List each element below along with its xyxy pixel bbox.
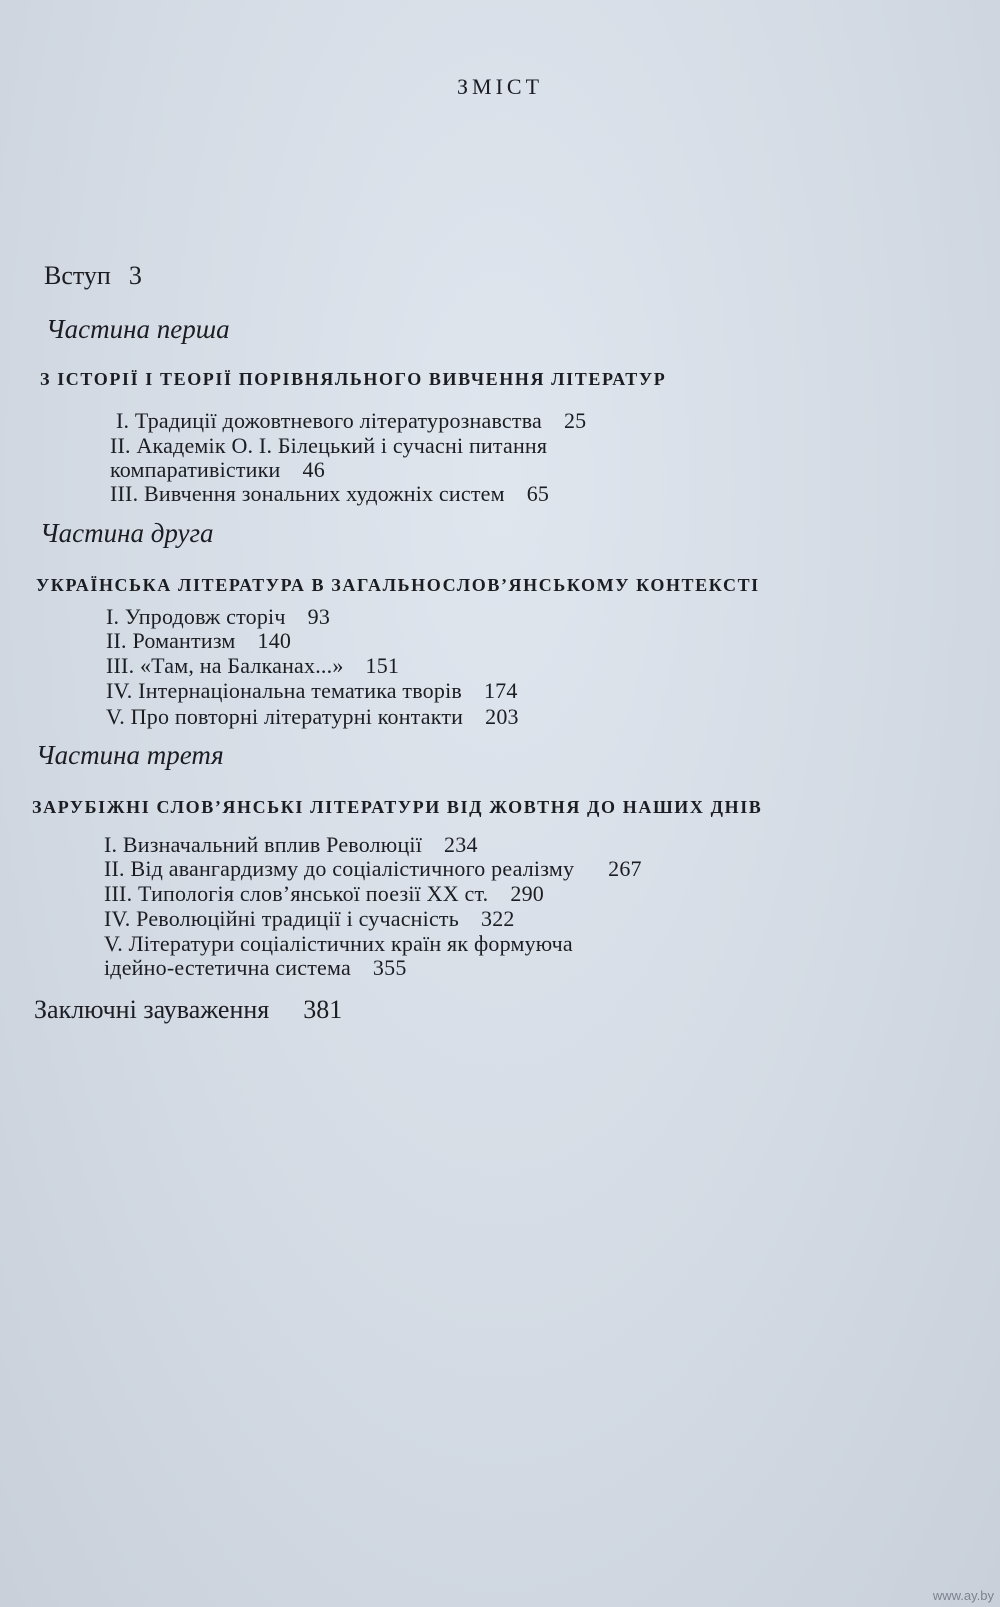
toc-entry	[110, 459, 325, 481]
toc-entry	[104, 834, 478, 856]
toc-entry-title: ідейно-естетична система	[104, 955, 351, 980]
toc-conclusion-page: 381	[303, 995, 343, 1024]
toc-entry-page: 151	[365, 653, 400, 678]
toc-intro-label: Вступ	[44, 261, 111, 290]
toc-entry-page: 46	[302, 457, 325, 482]
part-2-label: Частина друга	[40, 518, 214, 548]
toc-entry-title: І. Традиції дожовтневого літературознавства	[116, 408, 542, 433]
toc-conclusion	[34, 997, 342, 1023]
toc-entry-title: V. Про повторні літературні контакти	[106, 704, 464, 729]
toc-entry	[106, 680, 518, 702]
toc-entry	[104, 957, 407, 979]
toc-entry-title: II. Романтизм	[106, 628, 236, 653]
toc-entry-page: 140	[257, 628, 292, 653]
toc-entry-page: 322	[481, 906, 515, 931]
toc-entry	[104, 908, 515, 930]
toc-conclusion-label: Заключні зауваження	[34, 995, 270, 1024]
toc-intro-page: 3	[128, 261, 142, 290]
toc-entry-title: III. «Там, на Балканах...»	[106, 653, 344, 678]
toc-entry-page: 203	[485, 704, 519, 729]
toc-intro	[44, 263, 142, 289]
toc-entry-title: II. Академік О. І. Білецький і сучасні питання	[110, 433, 548, 458]
watermark: www.ay.by	[932, 1588, 994, 1603]
toc-entry-page: 267	[608, 856, 642, 881]
toc-entry-title: IV. Революційні традиції і сучасність	[104, 906, 459, 931]
toc-entry	[104, 858, 642, 880]
toc-entry-page: 174	[483, 678, 518, 703]
part-1-label: Частина перша	[46, 314, 230, 344]
toc-entry	[106, 655, 399, 677]
page-title: ЗМІСТ	[456, 74, 544, 99]
toc-entry-title: V. Літератури соціалістичних країн як формуюча	[104, 931, 573, 956]
toc-entry-page: 290	[510, 881, 544, 906]
part-3-heading: ЗАРУБІЖНІ СЛОВ’ЯНСЬКІ ЛІТЕРАТУРИ ВІД ЖОВТНЯ ДО НАШИХ ДНІВ	[32, 797, 763, 817]
toc-entry-title: III. Типологія слов’янської поезії XX ст.	[104, 881, 489, 906]
part-2-heading: УКРАЇНСЬКА ЛІТЕРАТУРА В ЗАГАЛЬНОСЛОВ’ЯНСЬКОМУ КОНТЕКСТІ	[36, 575, 760, 595]
toc-entry-title: компаративістики	[110, 457, 281, 482]
toc-entry-title: III. Вивчення зональних художніх систем	[110, 481, 505, 506]
part-1-heading: З ІСТОРІЇ І ТЕОРІЇ ПОРІВНЯЛЬНОГО ВИВЧЕННЯ ЛІТЕРАТУР	[40, 369, 667, 389]
toc-entry-page: 25	[563, 408, 587, 433]
toc-entry-page: 234	[444, 832, 478, 857]
toc-entry	[106, 706, 519, 728]
toc-entry-page: 355	[372, 955, 407, 980]
toc-entry-page: 93	[307, 604, 331, 629]
toc-entry	[104, 933, 573, 955]
toc-entry	[106, 606, 330, 628]
toc-entry	[110, 483, 549, 505]
toc-entry	[104, 883, 544, 905]
toc-entry-title: І. Визначальний вплив Революції	[104, 832, 423, 857]
toc-entry	[116, 410, 586, 432]
toc-entry-title: І. Упродовж сторіч	[106, 604, 286, 629]
toc-entry	[110, 435, 547, 457]
toc-entry-title: IV. Інтернаціональна тематика творів	[106, 678, 462, 703]
part-3-label: Частина третя	[36, 740, 224, 770]
toc-entry-page: 65	[526, 481, 550, 506]
toc-entry	[106, 630, 291, 652]
toc-entry-title: II. Від авангардизму до соціалістичного реалізму	[104, 856, 575, 881]
